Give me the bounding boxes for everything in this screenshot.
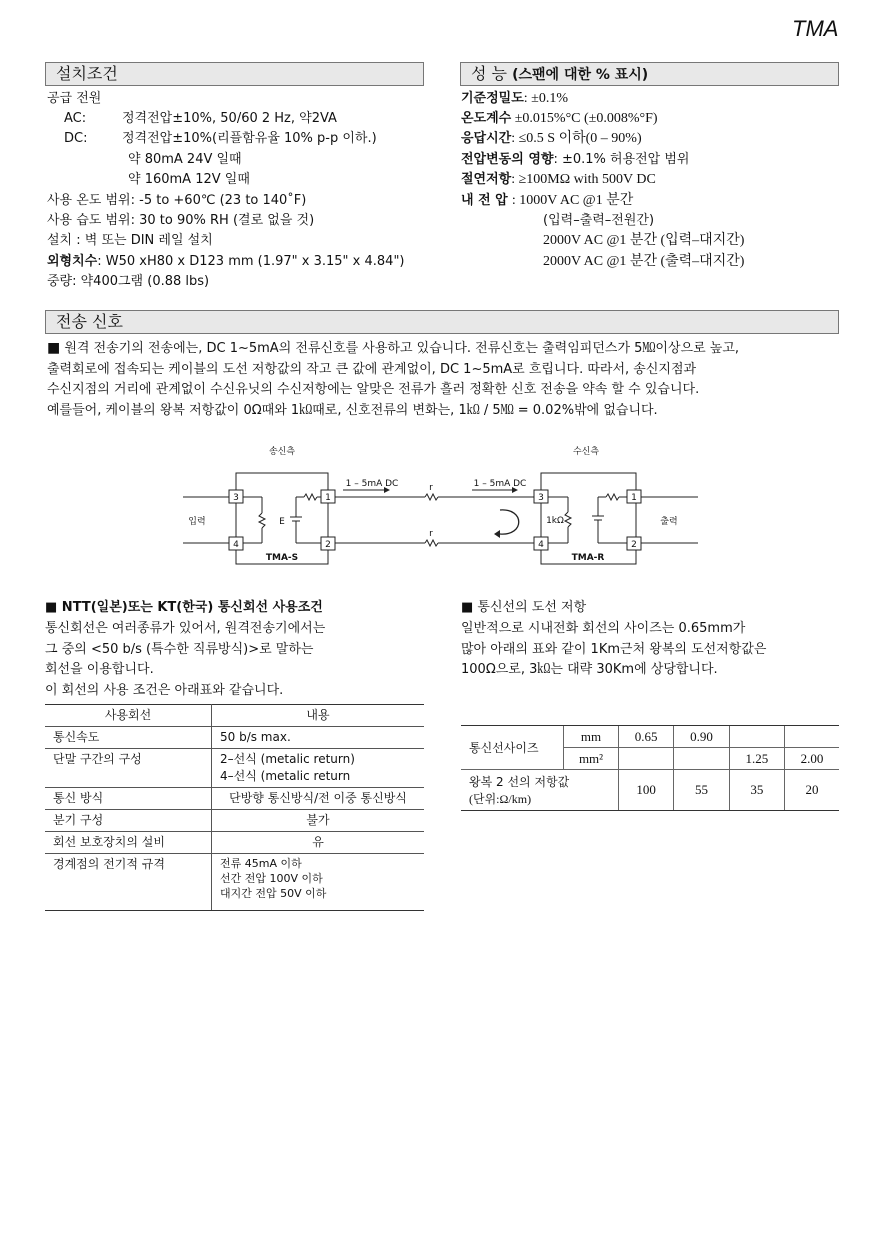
line-conditions-table <box>45 704 424 911</box>
volt-label: 전압변동의 영향 <box>461 152 554 167</box>
dc-sub-1: 약 80mA 24V 일때 <box>128 152 242 167</box>
circuit-diagram <box>0 430 876 575</box>
bullet-icon: ■ <box>47 340 61 356</box>
table-row <box>45 788 424 810</box>
transmission-line-2: 출력회로에 접속되는 케이블의 도선 저항값의 작고 큰 값에 관계없이, DC 1~5mA로 흐립니다. 따라서, 송신지점과 <box>47 361 697 377</box>
ac-value: 정격전압±10%, 50/60 2 Hz, 약2VA <box>122 111 337 126</box>
ntt-line-3: 회선을 이용합니다. <box>45 662 154 677</box>
withstand-1: : 1000V AC @1 분간 <box>511 193 634 208</box>
terminal-r4: 4 <box>538 540 544 550</box>
table-row <box>45 832 424 854</box>
resistance-value: 55 <box>674 770 729 811</box>
tempcoef-value: ±0.015%°C (±0.008%°F) <box>511 111 658 126</box>
resistance-value: 100 <box>619 770 674 811</box>
insulation <box>461 170 656 190</box>
response-value: : ≤0.5 S 이하(0 – 90%) <box>511 131 642 146</box>
e-label: E <box>279 517 285 527</box>
accuracy <box>461 89 568 109</box>
dc-sub-2: 약 160mA 12V 일때 <box>128 172 250 187</box>
mm2-value: 1.25 <box>729 748 784 770</box>
dimensions-value: : W50 xH80 x D123 mm (1.97" x 3.15" x 4.84") <box>97 254 405 269</box>
receiver-label: 수신측 <box>572 447 600 457</box>
ac-label: AC: <box>64 111 87 126</box>
table-row <box>461 770 839 811</box>
row-value-line: 선간 전압 100V 이하 <box>220 872 323 885</box>
wire-text <box>461 619 766 681</box>
dc-label: DC: <box>64 131 88 146</box>
terminal-s1: 1 <box>325 493 331 503</box>
withstand-3: 2000V AC @1 분간 (출력–대지간) <box>543 254 745 269</box>
resistance-label-line: 왕복 2 선의 저항값 <box>469 775 570 789</box>
table-row <box>461 726 839 748</box>
terminal-s3: 3 <box>233 493 239 503</box>
mm-value <box>729 726 784 748</box>
wire-line-3: 100Ω으로, 3㏀는 대략 30Km에 상당합니다. <box>461 662 718 677</box>
row-value: 불가 <box>212 810 425 832</box>
dc-value: 정격전압±10%(리플함유율 10% p-p 이하.) <box>122 131 377 146</box>
row-value <box>212 749 425 788</box>
current-label-1: 1 – 5mA DC <box>345 479 399 489</box>
terminal-r2: 2 <box>631 540 637 550</box>
install-heading: 설치조건 <box>45 62 424 86</box>
dimensions <box>47 252 405 272</box>
response-label: 응답시간 <box>461 131 512 146</box>
withstand-label: 내 전 압 <box>461 193 508 208</box>
resistance-label <box>461 770 619 811</box>
wire-line-2: 많아 아래의 표와 같이 1Km근처 왕복의 도선저항값은 <box>461 641 767 657</box>
perf-heading-title: 성 능 <box>471 64 507 83</box>
response-time <box>461 129 642 149</box>
row-value <box>212 854 425 911</box>
input-label: 입력 <box>188 517 206 527</box>
volt-value: : ±0.1% 허용전압 범위 <box>553 152 690 167</box>
transmission-line-3: 수신지점의 거리에 관계없이 수신유닛의 수신저항에는 알맞은 전류가 흘러 정확한 신호 전송을 약속 할 수 있습니다. <box>47 382 700 397</box>
terminal-r3: 3 <box>538 493 544 503</box>
voltage-effect <box>461 150 689 170</box>
wire-heading: ■ 통신선의 도선 저항 <box>461 600 587 615</box>
table-row <box>45 854 424 911</box>
r-top-label: r <box>429 483 433 493</box>
current-label-2: 1 – 5mA DC <box>473 479 527 489</box>
mount-info: 설치 : 벽 또는 DIN 레일 설치 <box>47 233 213 248</box>
ntt-line-2: 그 중의 <50 b/s (특수한 직류방식)>로 말하는 <box>45 641 314 657</box>
row-label: 회선 보호장치의 설비 <box>45 832 212 854</box>
withstand-2: 2000V AC @1 분간 (입력–대지간) <box>543 233 745 248</box>
size-label: 통신선사이즈 <box>461 726 564 770</box>
table-header: 내용 <box>212 705 425 727</box>
row-label: 분기 구성 <box>45 810 212 832</box>
row-value-line: 4–선식 (metalic return <box>220 769 351 783</box>
table-header: 사용회선 <box>45 705 212 727</box>
humidity-range: 사용 습도 범위: 30 to 90% RH (결로 없을 것) <box>47 213 315 228</box>
terminal-r1: 1 <box>631 493 637 503</box>
tempcoef-label: 온도계수 <box>461 111 512 126</box>
accuracy-value: : ±0.1% <box>523 91 569 106</box>
row-value: 단방향 통신방식/전 이중 통신방식 <box>212 788 425 810</box>
row-value: 50 b/s max. <box>212 727 425 749</box>
insul-value: : ≥100MΩ with 500V DC <box>511 172 656 187</box>
ntt-line-4: 이 회선의 사용 조건은 아래표와 같습니다. <box>45 682 284 698</box>
power-label: 공급 전원 <box>47 91 102 106</box>
transmission-heading: 전송 신호 <box>45 310 839 334</box>
wire-line-1: 일반적으로 시내전화 회선의 사이즈는 0.65mm가 <box>461 621 746 636</box>
transmission-line-1-text: 원격 전송기의 전송에는, DC 1~5mA의 전류신호를 사용하고 있습니다. 전류신호는 출력임피던스가 5㏁이상으로 높고, <box>64 341 740 356</box>
row-label: 단말 구간의 구성 <box>45 749 212 788</box>
table-header-row <box>45 705 424 727</box>
insul-label: 절연저항 <box>461 172 512 187</box>
transmission-line-1 <box>47 338 739 360</box>
wire-resistance-table <box>461 725 839 811</box>
unit-mm2: mm² <box>564 748 619 770</box>
table-row <box>45 727 424 749</box>
table-row <box>45 749 424 788</box>
perf-heading-sub: (스팬에 대한 % 표시) <box>512 67 649 83</box>
mm-value: 0.90 <box>674 726 729 748</box>
row-value-line: 전류 45mA 이하 <box>220 857 302 870</box>
resistance-value: 20 <box>785 770 839 811</box>
receiver-name: TMA-R <box>571 553 605 563</box>
table-row <box>45 810 424 832</box>
resistor-label: 1kΩ <box>546 516 564 526</box>
temp-coefficient <box>461 109 658 129</box>
row-value: 유 <box>212 832 425 854</box>
temp-range: 사용 온도 범위: -5 to +60℃ (23 to 140˚F) <box>47 193 307 208</box>
ntt-text <box>45 619 325 701</box>
accuracy-label: 기준정밀도 <box>461 91 524 106</box>
sender-label: 송신측 <box>268 447 296 457</box>
withstand <box>461 191 633 211</box>
withstand-1b: (입력–출력–전원간) <box>543 213 655 228</box>
resistance-value: 35 <box>729 770 784 811</box>
row-label: 통신속도 <box>45 727 212 749</box>
mm2-value <box>619 748 674 770</box>
transmission-text <box>47 338 739 421</box>
perf-heading <box>460 62 839 86</box>
unit-mm: mm <box>564 726 619 748</box>
r-bottom-label: r <box>429 529 433 539</box>
weight: 중량: 약400그램 (0.88 lbs) <box>47 274 210 289</box>
dimensions-label: 외형치수 <box>47 254 98 269</box>
sender-name: TMA-S <box>265 553 299 563</box>
transmission-line-4: 예를들어, 케이블의 왕복 저항값이 0Ω때와 1㏀때로, 신호전류의 변화는, 1㏀ / 5㏁ = 0.02%밖에 없습니다. <box>47 402 658 418</box>
row-label: 통신 방식 <box>45 788 212 810</box>
document-title: TMA <box>792 16 839 41</box>
row-value-line: 2–선식 (metalic return) <box>220 752 355 766</box>
mm2-value: 2.00 <box>785 748 839 770</box>
ntt-line-1: 통신회선은 여러종류가 있어서, 원격전송기에서는 <box>45 621 326 636</box>
mm2-value <box>674 748 729 770</box>
resistance-unit: (단위:Ω/km) <box>469 792 532 806</box>
output-label: 출력 <box>660 517 678 527</box>
ntt-heading: ■ NTT(일본)또는 KT(한국) 통신회선 사용조건 <box>45 600 323 615</box>
row-value-line: 대지간 전압 50V 이하 <box>220 887 327 900</box>
terminal-s2: 2 <box>325 540 331 550</box>
mm-value <box>785 726 839 748</box>
row-label: 경계점의 전기적 규격 <box>45 854 212 911</box>
terminal-s4: 4 <box>233 540 239 550</box>
mm-value: 0.65 <box>619 726 674 748</box>
